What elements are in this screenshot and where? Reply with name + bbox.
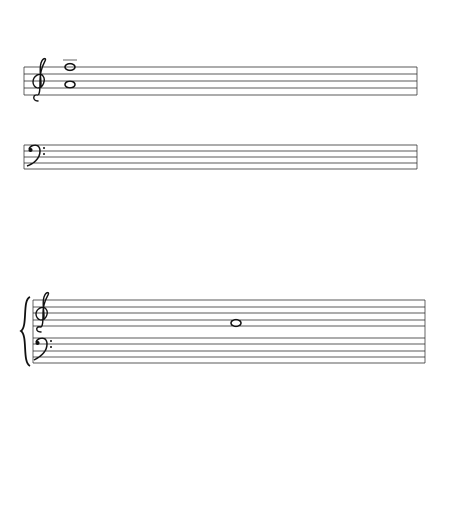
- example-note-middle-c: [231, 320, 241, 327]
- example-note-c5: [65, 81, 75, 88]
- example-note-c6: [63, 60, 77, 70]
- treble-clef-icon: [33, 59, 46, 101]
- grand-staff: [33, 300, 425, 363]
- brace-icon: [21, 297, 30, 366]
- bass-staff: [24, 145, 417, 169]
- treble-staff: [24, 67, 417, 95]
